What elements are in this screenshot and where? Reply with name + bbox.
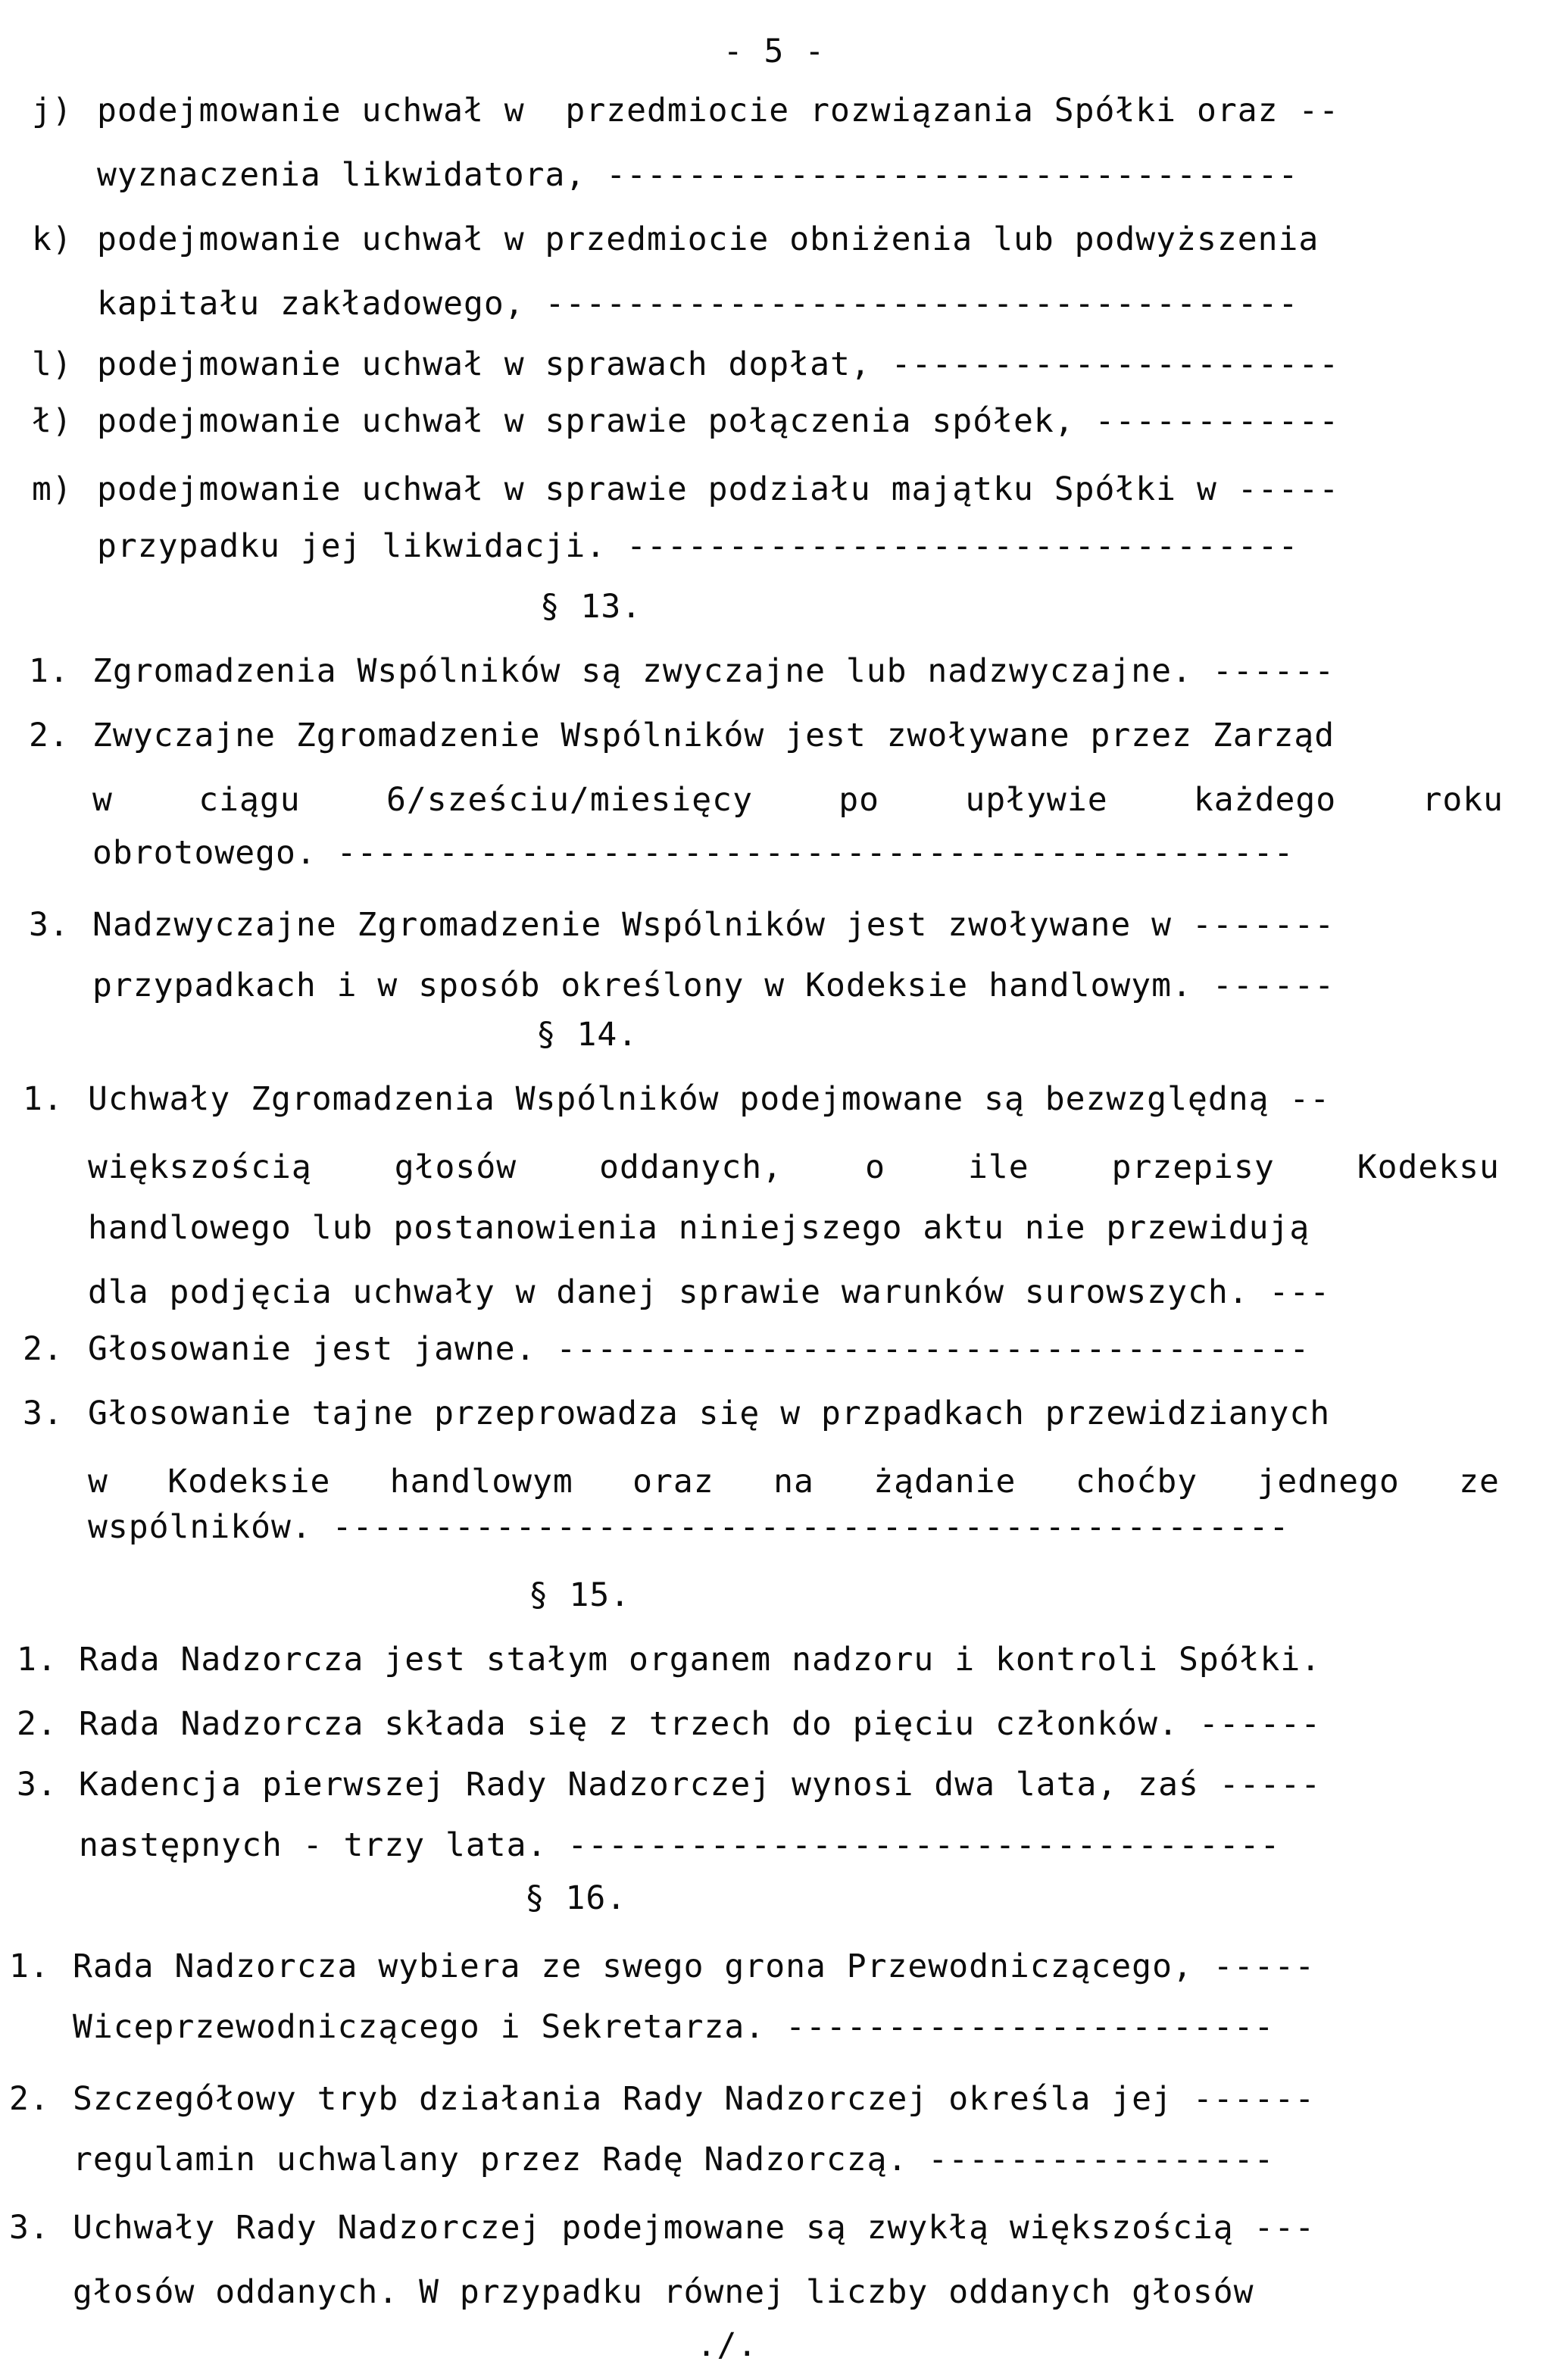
text-line: dla podjęcia uchwały w danej sprawie warunków surowszych. --- [88, 1273, 1331, 1311]
text-line: Zgromadzenia Wspólników są zwyczajne lub nadzwyczajne. ------ [92, 652, 1335, 690]
text-line: kapitału zakładowego, ------------------------------------- [97, 285, 1299, 323]
text-line: Głosowanie jest jawne. ------------------------------------- [88, 1330, 1310, 1368]
text-line: Uchwały Rady Nadzorczej podejmowane są zwykłą większością --- [73, 2209, 1316, 2247]
text-line: podejmowanie uchwał w sprawach dopłat, ---------------------- [97, 345, 1340, 383]
item-label: 2. [29, 717, 70, 754]
text-line: przypadkach i w sposób określony w Kodeksie handlowym. ------ [92, 967, 1335, 1004]
section-heading: § 15. [528, 1576, 631, 1614]
text-line: Nadzwyczajne Zgromadzenie Wspólników jest zwoływane w ------- [92, 906, 1335, 944]
item-label: 2. [17, 1705, 58, 1743]
section-heading: § 13. [539, 588, 642, 626]
page-number: - 5 - [723, 33, 826, 70]
item-label: 3. [17, 1766, 58, 1804]
item-label: 2. [23, 1330, 64, 1368]
text-line: podejmowanie uchwał w przedmiocie obniżenia lub podwyższenia [97, 220, 1319, 258]
section-heading: § 16. [524, 1879, 627, 1917]
text-line: Wiceprzewodniczącego i Sekretarza. ------------------------ [73, 2008, 1275, 2046]
text-line: podejmowanie uchwał w sprawie połączenia spółek, ------------ [97, 402, 1340, 440]
item-label: m) [32, 470, 73, 508]
text-line: Szczegółowy tryb działania Rady Nadzorczej określa jej ------ [73, 2080, 1316, 2118]
text-line: Zwyczajne Zgromadzenie Wspólników jest zwoływane przez Zarząd [92, 717, 1335, 754]
text-line: podejmowanie uchwał w przedmiocie rozwiązania Spółki oraz -- [97, 92, 1340, 130]
text-line: w Kodeksie handlowym oraz na żądanie choćby jednego ze [88, 1463, 1500, 1501]
text-line: handlowego lub postanowienia niniejszego aktu nie przewidują [88, 1209, 1310, 1247]
item-label: 3. [29, 906, 70, 944]
text-line: obrotowego. ----------------------------------------------- [92, 834, 1294, 872]
text-line: Głosowanie tajne przeprowadza się w przpadkach przewidzianych [88, 1395, 1331, 1432]
text-line: Rada Nadzorcza składa się z trzech do pięciu członków. ------ [79, 1705, 1322, 1743]
text-line: wyznaczenia likwidatora, ---------------------------------- [97, 156, 1299, 194]
item-label: l) [32, 345, 73, 383]
text-line: w ciągu 6/sześciu/miesięcy po upływie każdego roku [92, 781, 1504, 819]
item-label: 1. [17, 1641, 58, 1679]
item-label: 2. [9, 2080, 50, 2118]
item-label: 1. [9, 1947, 50, 1985]
item-label: 1. [23, 1080, 64, 1118]
text-line: wspólników. ----------------------------------------------- [88, 1508, 1290, 1546]
text-line: Kadencja pierwszej Rady Nadzorczej wynosi dwa lata, zaś ----- [79, 1766, 1322, 1804]
item-label: 1. [29, 652, 70, 690]
text-line: głosów oddanych. W przypadku równej liczby oddanych głosów [73, 2273, 1254, 2311]
footer-continuation-mark: ./. [696, 2326, 758, 2364]
section-heading: § 14. [536, 1016, 639, 1054]
item-label: j) [32, 92, 73, 130]
text-line: przypadku jej likwidacji. --------------------------------- [97, 527, 1299, 565]
item-label: k) [32, 220, 73, 258]
item-label: ł) [32, 402, 73, 440]
text-line: Rada Nadzorcza jest stałym organem nadzoru i kontroli Spółki. [79, 1641, 1322, 1679]
text-line: większością głosów oddanych, o ile przepisy Kodeksu [88, 1148, 1500, 1186]
item-label: 3. [9, 2209, 50, 2247]
text-line: regulamin uchwalany przez Radę Nadzorczą. ----------------- [73, 2141, 1275, 2179]
item-label: 3. [23, 1395, 64, 1432]
text-line: następnych - trzy lata. ----------------------------------- [79, 1826, 1281, 1864]
text-line: Rada Nadzorcza wybiera ze swego grona Przewodniczącego, ----- [73, 1947, 1316, 1985]
text-line: podejmowanie uchwał w sprawie podziału majątku Spółki w ----- [97, 470, 1340, 508]
text-line: Uchwały Zgromadzenia Wspólników podejmowane są bezwzględną -- [88, 1080, 1331, 1118]
